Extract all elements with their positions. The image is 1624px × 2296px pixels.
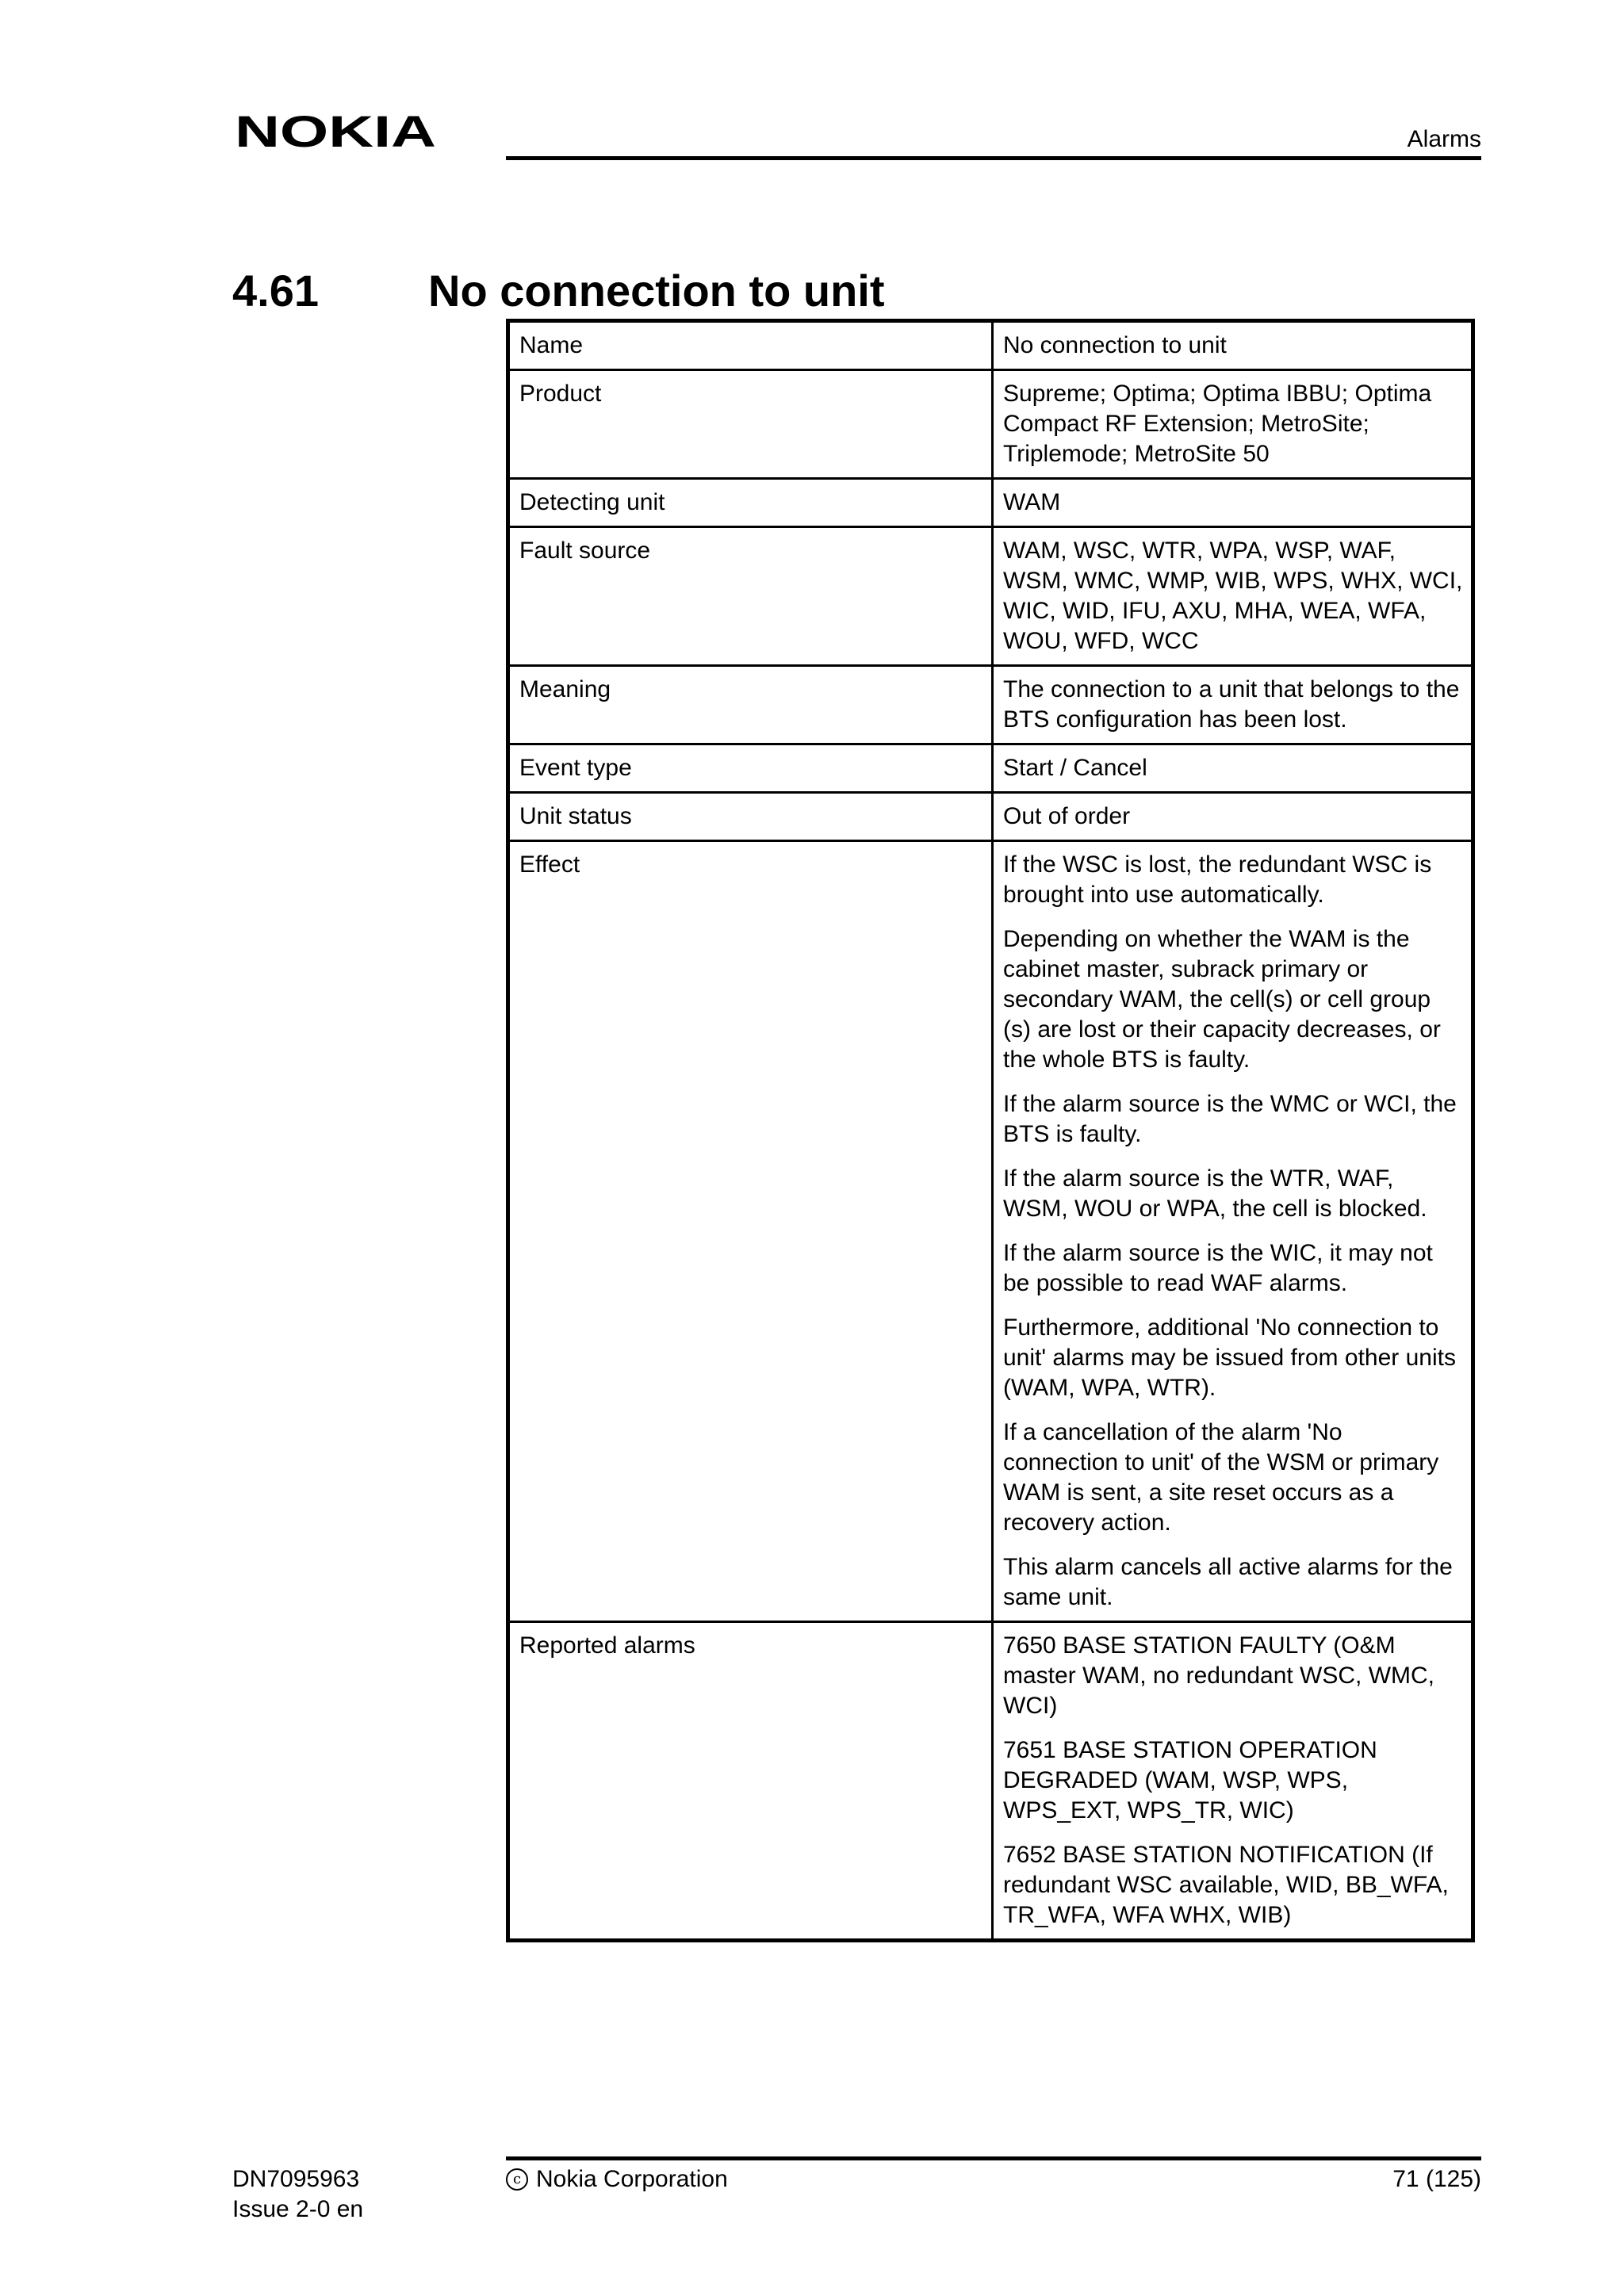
footer-page-number: 71 (125) <box>1392 2166 1481 2192</box>
table-value-paragraph: If the alarm source is the WMC or WCI, the BTS is faulty. <box>1003 1091 1457 1147</box>
table-value-paragraph: WAM <box>1003 489 1061 515</box>
table-row-value <box>993 321 1473 370</box>
table-value-paragraph: If the WSC is lost, the redundant WSC is brought into use automatically. <box>1003 851 1432 908</box>
copyright-text: Nokia Corporation <box>536 2166 728 2192</box>
table-row-label: Meaning <box>508 666 993 744</box>
table-value-paragraph: No connection to unit <box>1003 332 1227 358</box>
table-row-label: Reported alarms <box>508 1622 993 1941</box>
table-row <box>508 479 1473 527</box>
table-value-paragraph: The connection to a unit that belongs to the BTS configuration has been lost. <box>1003 676 1460 733</box>
alarm-info-table <box>506 319 1475 1942</box>
table-row <box>508 841 1473 1622</box>
table-value-paragraph: 7652 BASE STATION NOTIFICATION (If redundant WSC available, WID, BB_WFA, TR_WFA, WFA WHX, WIB) <box>1003 1842 1449 1928</box>
table-row-label: Effect <box>508 841 993 1622</box>
table-row-value <box>993 666 1473 744</box>
table-value-paragraph: This alarm cancels all active alarms for the same unit. <box>1003 1554 1453 1610</box>
section-title: No connection to unit <box>428 266 885 316</box>
table-row-value <box>993 479 1473 527</box>
table-row-label: Event type <box>508 744 993 793</box>
table-value-paragraph: 7650 BASE STATION FAULTY (O&M master WAM, no redundant WSC, WMC, WCI) <box>1003 1632 1435 1719</box>
table-value-paragraph: Furthermore, additional 'No connection to unit' alarms may be issued from other units (WAM, WPA, WTR). <box>1003 1314 1456 1401</box>
logo-text: NOKIA <box>235 111 436 151</box>
footer-rule <box>506 2156 1481 2160</box>
table-row-label: Name <box>508 321 993 370</box>
table-row-value <box>993 793 1473 841</box>
table-value-paragraph: If a cancellation of the alarm 'No connection to unit' of the WSM or primary WAM is sent, a site reset occurs as a recovery action. <box>1003 1419 1439 1536</box>
alarm-info-table-body <box>508 321 1473 1941</box>
table-row-value <box>993 841 1473 1622</box>
table-row-value <box>993 527 1473 666</box>
table-row <box>508 321 1473 370</box>
table-value-paragraph: Supreme; Optima; Optima IBBU; Optima Compact RF Extension; MetroSite; Triplemode; MetroSite 50 <box>1003 381 1432 467</box>
table-row <box>508 527 1473 666</box>
table-row <box>508 370 1473 479</box>
table-value-paragraph: Start / Cancel <box>1003 755 1147 781</box>
footer-issue: Issue 2-0 en <box>232 2196 364 2222</box>
table-row-label: Detecting unit <box>508 479 993 527</box>
copyright-icon: c <box>506 2168 528 2191</box>
table-value-paragraph: Depending on whether the WAM is the cabinet master, subrack primary or secondary WAM, the cell(s) or cell group (s) are lost or their capacity decreases, or the whole BTS is faulty. <box>1003 926 1441 1073</box>
table-value-paragraph: 7651 BASE STATION OPERATION DEGRADED (WAM, WSP, WPS, WPS_EXT, WPS_TR, WIC) <box>1003 1737 1377 1823</box>
footer-copyright <box>506 2164 728 2195</box>
table-row <box>508 793 1473 841</box>
header-rule <box>506 156 1481 160</box>
section-number: 4.61 <box>232 266 319 316</box>
table-value-paragraph: WAM, WSC, WTR, WPA, WSP, WAF, WSM, WMC, WMP, WIB, WPS, WHX, WCI, WIC, WID, IFU, AXU, MHA, WEA, WFA, WOU, WFD, WCC <box>1003 538 1463 654</box>
table-value-paragraph: Out of order <box>1003 803 1131 829</box>
table-row-value <box>993 744 1473 793</box>
table-row-label: Unit status <box>508 793 993 841</box>
table-row-value <box>993 1622 1473 1941</box>
table-row <box>508 1622 1473 1941</box>
table-row <box>508 666 1473 744</box>
nokia-logo <box>235 111 436 151</box>
table-row-label: Fault source <box>508 527 993 666</box>
header-section-name: Alarms <box>1407 126 1481 152</box>
table-value-paragraph: If the alarm source is the WTR, WAF, WSM, WOU or WPA, the cell is blocked. <box>1003 1165 1427 1222</box>
table-value-paragraph: If the alarm source is the WIC, it may not be possible to read WAF alarms. <box>1003 1240 1433 1296</box>
table-row-label: Product <box>508 370 993 479</box>
footer-doc-number: DN7095963 <box>232 2166 360 2192</box>
table-row-value <box>993 370 1473 479</box>
table-row <box>508 744 1473 793</box>
